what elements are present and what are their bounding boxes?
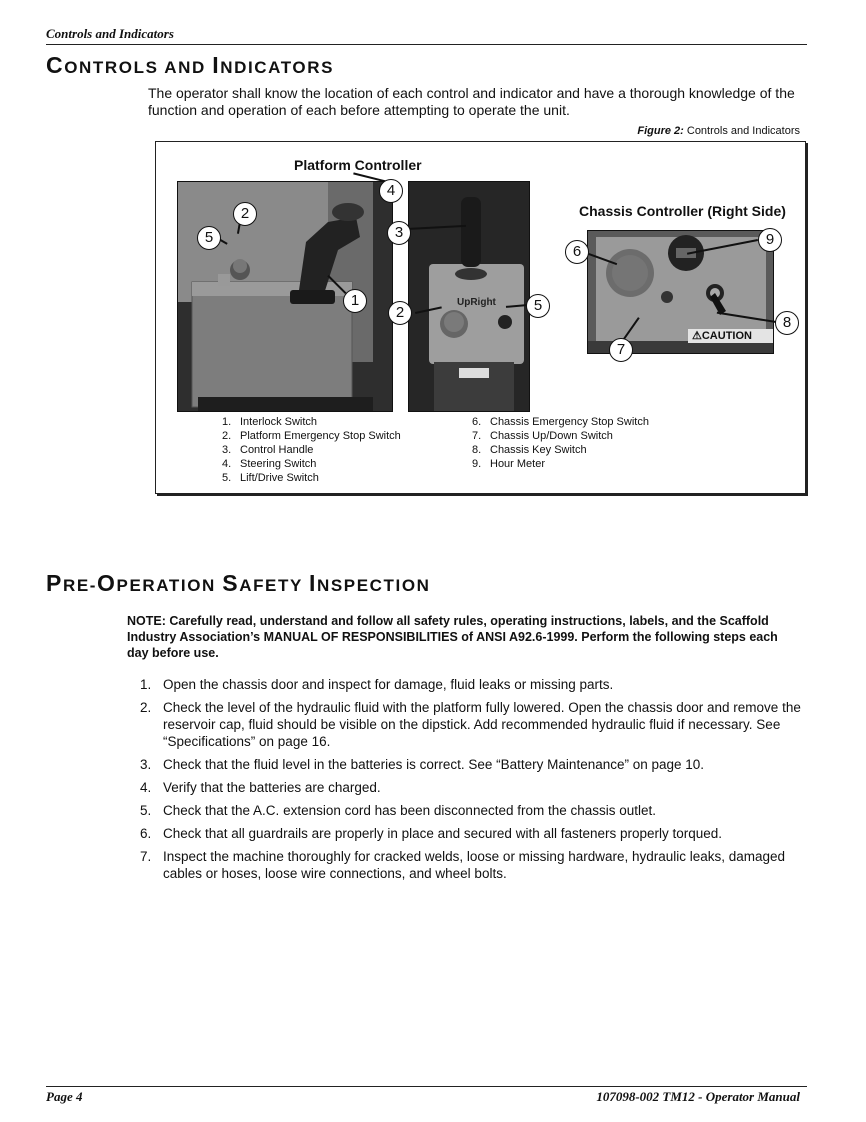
callout-5b: 5 xyxy=(526,294,550,318)
intro-paragraph: The operator shall know the location of each control and indicator and have a thorough knowledge of the function and operation of each before attempting to operate the unit. xyxy=(148,85,795,118)
page-number: Page 4 xyxy=(46,1089,83,1104)
footer-rule xyxy=(46,1086,807,1087)
callout-5: 5 xyxy=(197,226,221,250)
upright-logo-text: UpRight xyxy=(457,297,496,308)
callout-6: 6 xyxy=(565,240,589,264)
list-item: 2. Check the level of the hydraulic fluid with the platform fully lowered. Open the chassis door and remove the reservoir cap, fluid should be visible on the dipstick. Add recommended hydraulic fluid if necessary. See “Specifications” on page 16. xyxy=(140,700,801,749)
list-item: 1. Open the chassis door and inspect for damage, fluid leaks or missing parts. xyxy=(140,677,614,692)
section-title-pre-operation: PRE-OPERATION SAFETY INSPECTION xyxy=(46,570,431,596)
caution-label: ⚠CAUTION xyxy=(692,330,752,342)
document-id: 107098-002 TM12 - Operator Manual xyxy=(596,1089,800,1104)
inspection-steps xyxy=(140,676,808,888)
figure-caption: Figure 2: Controls and Indicators xyxy=(637,125,800,137)
legend-item: 6. Chassis Emergency Stop Switch xyxy=(472,416,649,428)
running-header: Controls and Indicators xyxy=(46,26,174,41)
legend-item: 9. Hour Meter xyxy=(472,458,546,470)
legend-item: 3. Control Handle xyxy=(222,444,314,456)
callout-8: 8 xyxy=(775,311,799,335)
header-rule xyxy=(46,44,807,45)
legend-right xyxy=(472,415,649,471)
platform-controller-title: Platform Controller xyxy=(294,157,422,173)
legend-item: 7. Chassis Up/Down Switch xyxy=(472,430,613,442)
list-item: 5. Check that the A.C. extension cord has been disconnected from the chassis outlet. xyxy=(140,803,657,818)
callout-2: 2 xyxy=(233,202,257,226)
callout-3: 3 xyxy=(387,221,411,245)
figure-box xyxy=(155,141,806,494)
callout-7: 7 xyxy=(609,338,633,362)
legend-left xyxy=(222,415,401,485)
legend-item: 1. Interlock Switch xyxy=(222,416,318,428)
legend-item: 2. Platform Emergency Stop Switch xyxy=(222,430,401,442)
list-item: 6. Check that all guardrails are properly in place and secured with all fasteners properly torqued. xyxy=(140,826,723,841)
list-item: 7. Inspect the machine thoroughly for cracked welds, loose or missing hardware, hydraulic leaks, damaged cables or hoses, loose wire connections, and wheel bolts. xyxy=(140,849,786,881)
platform-controller-photo-front xyxy=(408,181,530,412)
callout-9: 9 xyxy=(758,228,782,252)
callout-4: 4 xyxy=(379,179,403,203)
legend-item: 8. Chassis Key Switch xyxy=(472,444,587,456)
section-title-controls: CONTROLS AND INDICATORS xyxy=(46,52,335,78)
legend-item: 5. Lift/Drive Switch xyxy=(222,472,319,484)
list-item: 4. Verify that the batteries are charged. xyxy=(140,780,381,795)
chassis-controller-title: Chassis Controller (Right Side) xyxy=(579,203,786,219)
list-item: 3. Check that the fluid level in the batteries is correct. See “Battery Maintenance” on page 10. xyxy=(140,757,705,772)
legend-item: 4. Steering Switch xyxy=(222,458,317,470)
callout-1: 1 xyxy=(343,289,367,313)
safety-note: NOTE: Carefully read, understand and follow all safety rules, operating instructions, labels, and the Scaffold Industry Association’s MANUAL OF RESPONSIBILITIES of ANSI A92.6-1999. Perform the following steps each day before use. xyxy=(127,614,778,660)
callout-2b: 2 xyxy=(388,301,412,325)
chassis-controller-photo xyxy=(587,230,774,354)
